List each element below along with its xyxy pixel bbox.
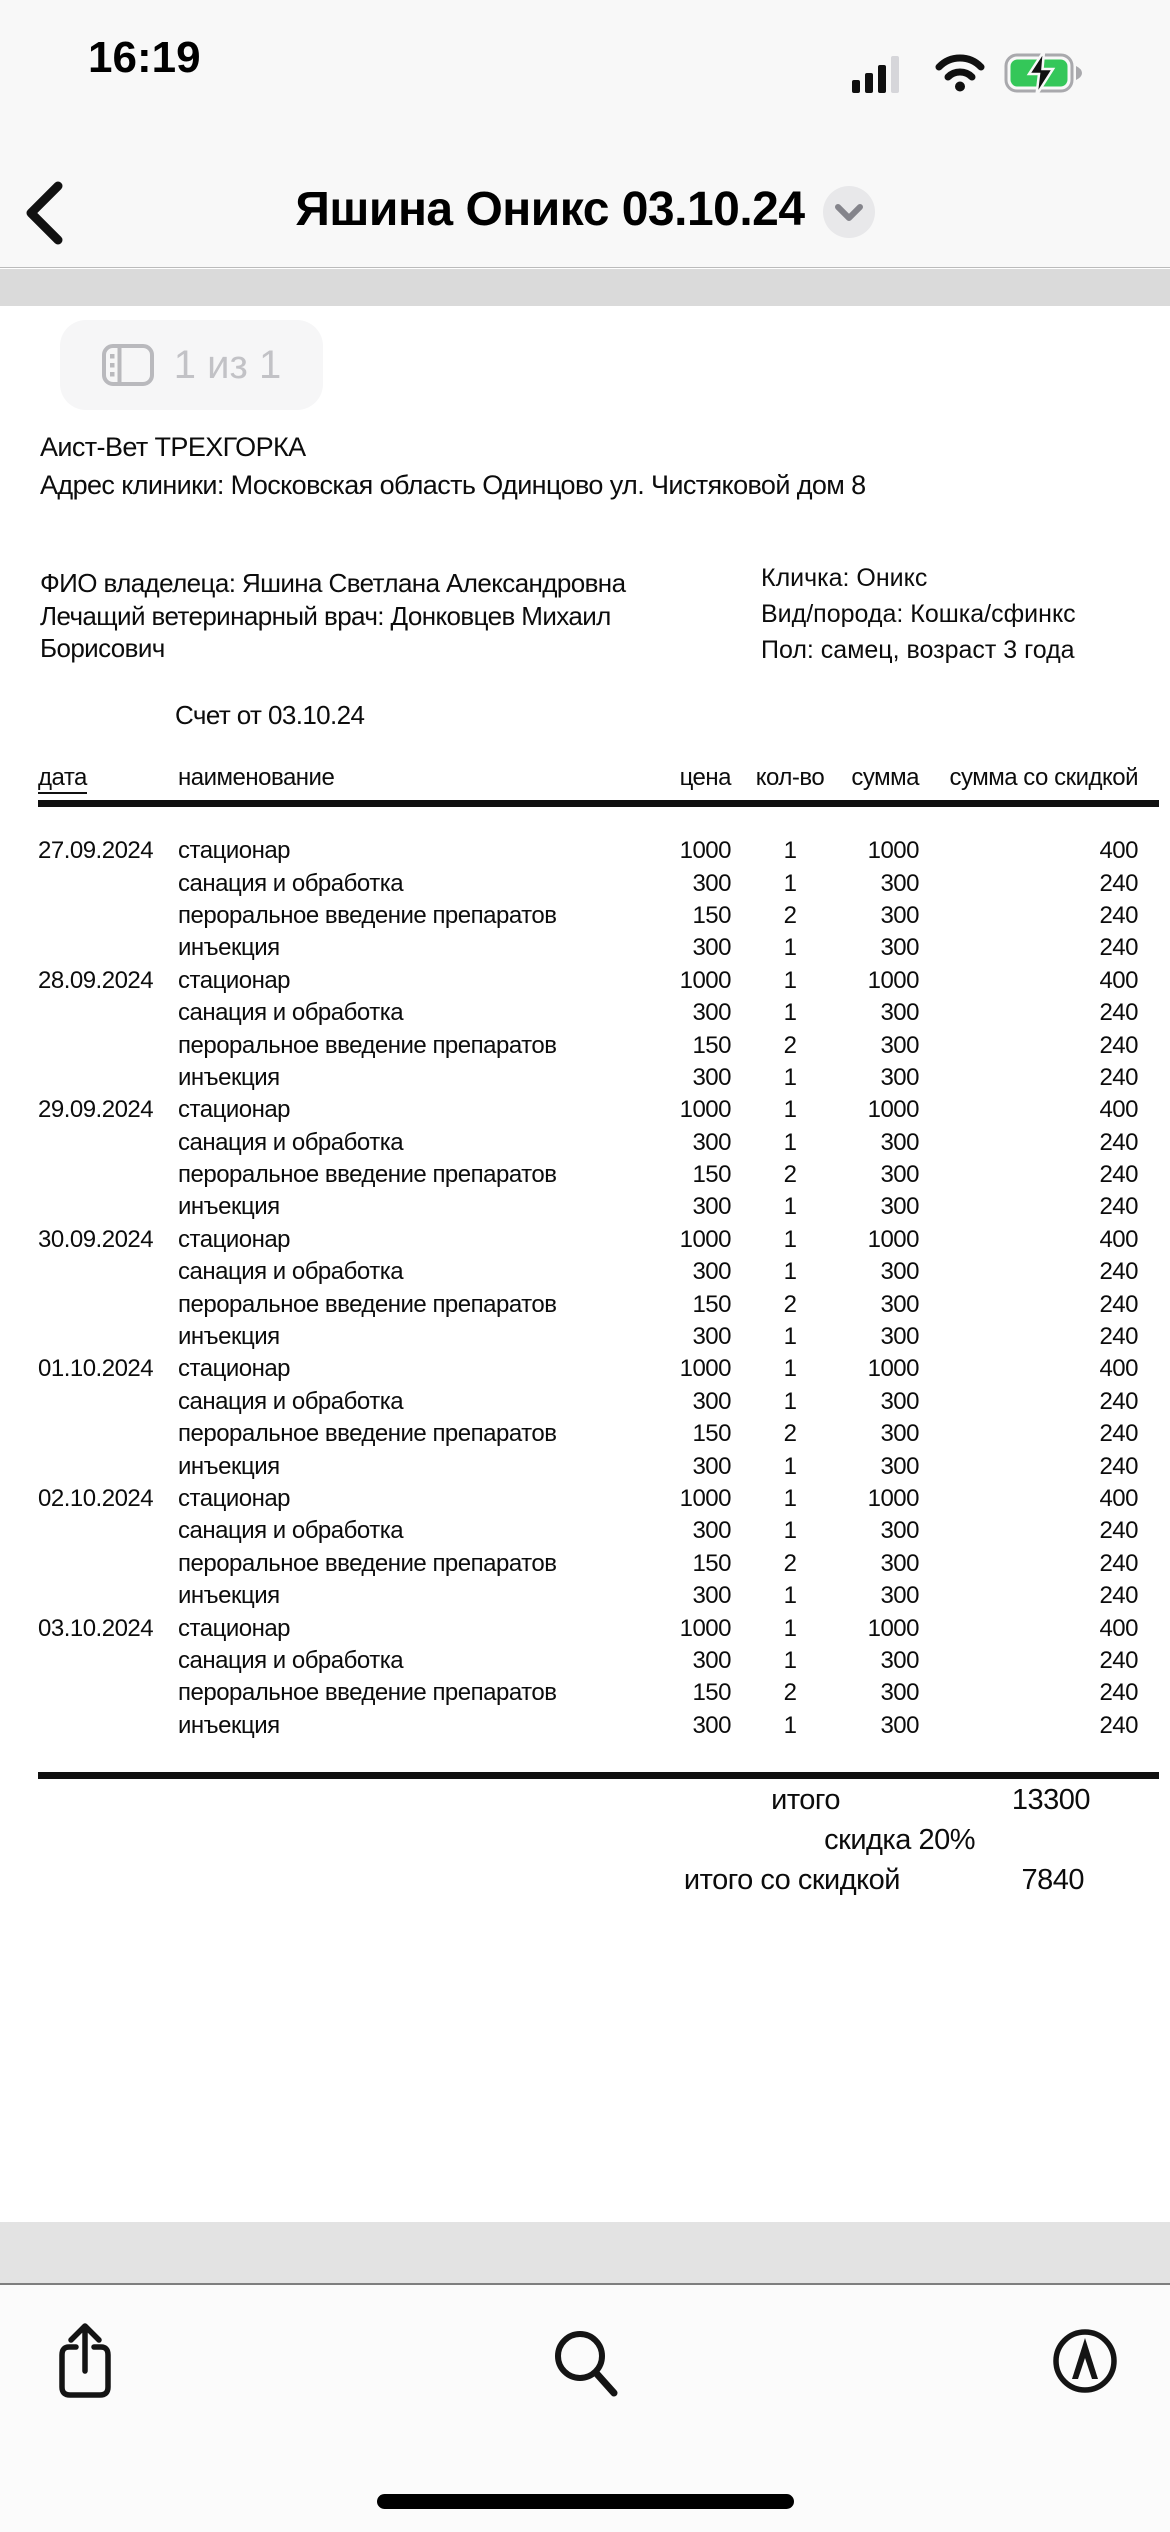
discounted-total-value: 7840 [1021,1864,1084,1897]
table-cell-disc: 400 [1099,1096,1138,1124]
table-cell-name: инъекция [178,1582,280,1610]
share-button[interactable] [54,2320,116,2405]
table-row [38,1710,1159,1742]
markup-pen-icon [1050,2326,1120,2396]
vet-name-line: Лечащий ветеринарный врач: Донковцев Михаил [40,601,611,631]
table-cell-qty: 1 [783,966,797,994]
table-cell-name: пероральное введение препаратов [178,1161,557,1189]
table-cell-sum: 300 [880,1679,919,1707]
table-cell-qty: 1 [783,999,797,1027]
table-cell-price: 150 [692,901,731,929]
table-cell-price: 150 [692,1031,731,1059]
table-cell-price: 150 [692,1679,731,1707]
table-cell-name: санация и обработка [178,869,404,897]
table-cell-qty: 1 [783,1646,797,1674]
table-cell-qty: 1 [783,1323,797,1351]
table-cell-disc: 240 [1099,869,1138,897]
scroll-gap-bottom [0,2222,1170,2283]
table-cell-name: пероральное введение препаратов [178,1549,557,1577]
table-cell-name: стационар [178,1485,291,1512]
markup-button[interactable] [1050,2326,1120,2401]
table-row [38,1159,1159,1191]
table-cell-qty: 1 [783,1355,797,1383]
table-cell-name: санация и обработка [178,1387,404,1415]
table-cell-qty: 1 [783,1063,797,1091]
table-cell-name: инъекция [178,1193,280,1221]
table-row [38,1288,1159,1320]
table-cell-sum: 300 [880,1420,919,1448]
table-cell-qty: 2 [783,1031,797,1059]
table-cell-disc: 240 [1099,1646,1138,1674]
table-cell-price: 300 [692,1646,731,1674]
table-cell-disc: 240 [1099,1063,1138,1091]
title-menu-button[interactable] [823,186,875,238]
table-cell-qty: 2 [783,1679,797,1707]
share-icon [54,2320,116,2400]
table-cell-price: 300 [692,1452,731,1480]
table-row [38,1645,1159,1677]
discounted-total-label: итого со скидкой [683,1864,900,1897]
table-cell-price: 300 [692,1517,731,1545]
table-cell-disc: 240 [1099,1161,1138,1189]
col-header-sum: сумма [851,764,919,791]
pet-sex-line: Пол: самец, возраст 3 года [761,636,1075,664]
table-cell-sum: 300 [880,934,919,962]
table-cell-sum: 300 [880,1193,919,1221]
pet-breed-line: Вид/порода: Кошка/сфинкс [761,600,1076,628]
table-cell-sum: 1000 [867,966,919,994]
table-row [38,1062,1159,1094]
discounted-total-row [38,1861,1159,1901]
table-cell-disc: 400 [1099,1355,1138,1383]
table-cell-sum: 300 [880,1517,919,1545]
table-cell-qty: 1 [783,1387,797,1415]
table-cell-disc: 240 [1099,1711,1138,1739]
table-cell-disc: 400 [1099,1614,1138,1642]
table-cell-disc: 240 [1099,1549,1138,1577]
table-cell-qty: 2 [783,1420,797,1448]
search-icon [552,2328,622,2400]
table-cell-name: пероральное введение препаратов [178,901,557,929]
table-cell-name: стационар [178,1096,291,1124]
invoice-table [38,764,1159,1901]
table-row [38,965,1159,997]
table-cell-qty: 2 [783,1290,797,1318]
table-cell-price: 300 [692,1258,731,1286]
table-row [38,1450,1159,1482]
battery-charging-icon [1004,51,1084,95]
table-cell-qty: 1 [783,1711,797,1739]
table-cell-price: 300 [692,1128,731,1156]
table-cell-price: 300 [692,999,731,1027]
table-cell-name: стационар [178,1225,291,1253]
table-cell-name: инъекция [178,1063,280,1091]
table-cell-qty: 1 [783,1193,797,1221]
col-header-qty: кол-во [755,764,825,791]
table-cell-date: 02.10.2024 [38,1485,154,1512]
cellular-signal-icon [852,55,902,93]
table-cell-disc: 240 [1099,901,1138,929]
table-cell-date: 29.09.2024 [38,1096,154,1124]
table-cell-qty: 1 [783,1452,797,1480]
table-cell-price: 150 [692,1161,731,1189]
table-cell-qty: 2 [783,1161,797,1189]
pet-name-line: Кличка: Оникс [761,564,928,592]
table-cell-qty: 1 [783,1517,797,1545]
table-row [38,1677,1159,1709]
table-cell-name: стационар [178,1355,291,1383]
table-cell-price: 300 [692,1387,731,1415]
table-cell-price: 300 [692,934,731,962]
table-row [38,1515,1159,1547]
page-thumbnails-icon [102,344,154,386]
table-row [38,1094,1159,1126]
table-cell-name: стационар [178,837,291,865]
table-cell-disc: 400 [1099,1225,1138,1253]
invoice-table-body [38,807,1159,1742]
table-row [38,1580,1159,1612]
total-label: итого [771,1784,840,1817]
table-cell-disc: 240 [1099,934,1138,962]
table-cell-sum: 1000 [867,837,919,865]
table-cell-disc: 400 [1099,837,1138,865]
table-row [38,1353,1159,1385]
table-cell-qty: 2 [783,1549,797,1577]
table-cell-disc: 400 [1099,966,1138,994]
table-row [38,997,1159,1029]
table-cell-name: пероральное введение препаратов [178,1679,557,1707]
table-cell-price: 300 [692,869,731,897]
table-cell-sum: 1000 [867,1355,919,1383]
table-cell-price: 1000 [679,1355,731,1383]
table-row [38,932,1159,964]
table-cell-disc: 240 [1099,1128,1138,1156]
table-row [38,1612,1159,1644]
table-cell-disc: 240 [1099,1193,1138,1221]
table-cell-price: 150 [692,1290,731,1318]
table-cell-name: санация и обработка [178,1128,404,1156]
table-cell-price: 300 [692,1323,731,1351]
table-bottom-rule [38,1772,1159,1779]
total-value: 13300 [1011,1784,1090,1817]
table-cell-name: пероральное введение препаратов [178,1031,557,1059]
table-row [38,1127,1159,1159]
table-cell-name: санация и обработка [178,999,404,1027]
table-cell-name: санация и обработка [178,1258,404,1286]
table-cell-disc: 240 [1099,999,1138,1027]
table-cell-sum: 300 [880,901,919,929]
table-cell-qty: 2 [783,901,797,929]
table-cell-sum: 1000 [867,1225,919,1253]
table-row [38,1483,1159,1515]
table-cell-name: санация и обработка [178,1517,404,1545]
table-cell-price: 300 [692,1193,731,1221]
table-cell-price: 1000 [679,837,731,865]
table-cell-sum: 300 [880,1646,919,1674]
table-cell-name: стационар [178,1614,291,1642]
col-header-price: цена [679,764,731,791]
table-cell-qty: 1 [783,1258,797,1286]
table-cell-disc: 240 [1099,1420,1138,1448]
clinic-name: Аист-Вет ТРЕХГОРКА [40,432,306,462]
nav-title-row [0,176,1170,242]
table-cell-qty: 1 [783,1485,797,1512]
table-cell-sum: 1000 [867,1614,919,1642]
table-cell-name: пероральное введение препаратов [178,1290,557,1318]
table-header-row [38,764,1159,807]
totals-block [38,1781,1159,1901]
table-cell-disc: 240 [1099,1517,1138,1545]
table-cell-sum: 300 [880,1452,919,1480]
table-row [38,835,1159,867]
table-cell-name: пероральное введение препаратов [178,1420,557,1448]
table-cell-price: 1000 [679,1614,731,1642]
discount-row [38,1821,1159,1861]
page-count-label: 1 из 1 [173,342,282,387]
table-cell-date: 27.09.2024 [38,837,154,865]
table-row [38,1029,1159,1061]
document-page [0,306,1170,2222]
table-cell-sum: 300 [880,1290,919,1318]
table-cell-sum: 300 [880,1323,919,1351]
table-row [38,867,1159,899]
table-cell-name: инъекция [178,1452,280,1480]
header-chrome [0,0,1170,268]
page-indicator[interactable] [60,320,323,410]
table-row [38,1191,1159,1223]
table-cell-price: 1000 [679,966,731,994]
table-cell-disc: 240 [1099,1452,1138,1480]
table-cell-sum: 300 [880,1711,919,1739]
table-row [38,1418,1159,1450]
table-cell-price: 150 [692,1549,731,1577]
table-cell-price: 300 [692,1582,731,1610]
table-cell-price: 1000 [679,1485,731,1512]
document-title: Яшина Оникс 03.10.24 [295,182,805,236]
table-cell-sum: 300 [880,1387,919,1415]
scroll-gap-top [0,269,1170,306]
table-cell-name: инъекция [178,1323,280,1351]
table-cell-price: 1000 [679,1096,731,1124]
table-cell-name: инъекция [178,1711,280,1739]
invoice-title: Счет от 03.10.24 [175,700,365,730]
table-cell-sum: 1000 [867,1485,919,1512]
table-cell-qty: 1 [783,1614,797,1642]
table-row [38,900,1159,932]
table-cell-sum: 300 [880,869,919,897]
table-cell-disc: 240 [1099,1582,1138,1610]
table-cell-price: 1000 [679,1225,731,1253]
table-cell-date: 03.10.2024 [38,1614,154,1642]
table-cell-name: санация и обработка [178,1646,404,1674]
table-cell-disc: 240 [1099,1679,1138,1707]
table-cell-disc: 240 [1099,1258,1138,1286]
table-cell-sum: 300 [880,1258,919,1286]
table-cell-disc: 400 [1099,1485,1138,1512]
table-cell-disc: 240 [1099,1387,1138,1415]
table-cell-sum: 300 [880,1063,919,1091]
table-cell-qty: 1 [783,1582,797,1610]
chevron-down-icon [823,186,875,238]
table-cell-sum: 300 [880,1549,919,1577]
table-cell-qty: 1 [783,869,797,897]
table-cell-qty: 1 [783,1225,797,1253]
table-cell-name: инъекция [178,934,280,962]
table-cell-sum: 300 [880,1161,919,1189]
table-cell-qty: 1 [783,837,797,865]
table-row [38,1386,1159,1418]
table-cell-price: 150 [692,1420,731,1448]
status-time: 16:19 [88,33,201,82]
table-cell-sum: 1000 [867,1096,919,1124]
table-cell-price: 300 [692,1711,731,1739]
clinic-address: Адрес клиники: Московская область Одинцово ул. Чистяковой дом 8 [40,470,866,500]
table-cell-sum: 300 [880,1128,919,1156]
table-cell-disc: 240 [1099,1323,1138,1351]
search-button[interactable] [552,2328,622,2405]
table-cell-date: 30.09.2024 [38,1225,154,1253]
col-header-name: наименование [178,764,335,791]
total-row [38,1781,1159,1821]
table-cell-sum: 300 [880,1031,919,1059]
discount-label: скидка 20% [824,1824,975,1857]
wifi-icon [934,54,986,92]
table-row [38,1548,1159,1580]
vet-name-line-2: Борисович [40,633,165,663]
table-row [38,1321,1159,1353]
table-cell-sum: 300 [880,999,919,1027]
table-cell-name: стационар [178,966,291,994]
col-header-sum-discount: сумма со скидкой [949,764,1138,791]
col-header-date: дата [38,764,178,792]
table-cell-qty: 1 [783,1128,797,1156]
table-row [38,1224,1159,1256]
table-cell-disc: 240 [1099,1290,1138,1318]
table-row [38,1256,1159,1288]
owner-name-line: ФИО владелеца: Яшина Светлана Александровна [40,568,626,598]
table-cell-qty: 1 [783,1096,797,1124]
table-cell-date: 01.10.2024 [38,1355,154,1383]
table-cell-qty: 1 [783,934,797,962]
table-cell-price: 300 [692,1063,731,1091]
table-cell-sum: 300 [880,1582,919,1610]
table-cell-disc: 240 [1099,1031,1138,1059]
home-indicator[interactable] [377,2494,794,2509]
table-cell-date: 28.09.2024 [38,966,154,994]
